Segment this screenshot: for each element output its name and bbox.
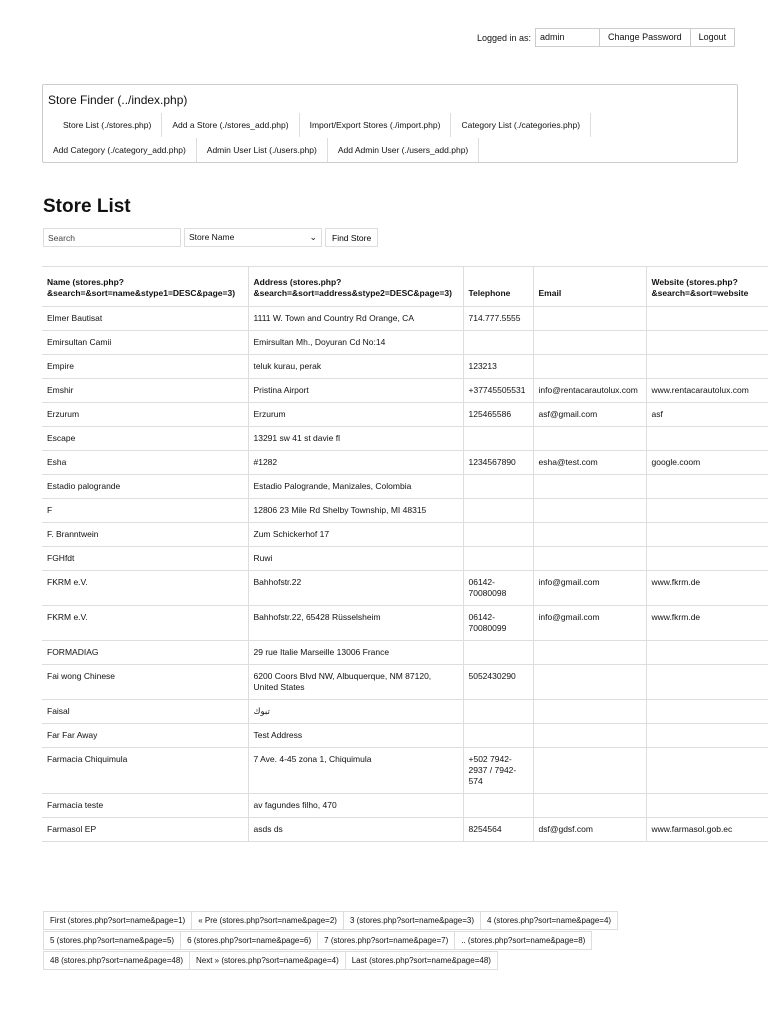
cell-name: Far Far Away bbox=[42, 724, 248, 748]
cell-email bbox=[533, 307, 646, 331]
cell-address: teluk kurau, perak bbox=[248, 355, 463, 379]
cell-website: asf bbox=[646, 403, 768, 427]
cell-email bbox=[533, 665, 646, 700]
nav-title[interactable]: Store Finder (../index.php) bbox=[48, 93, 188, 107]
col-header-email: Email bbox=[533, 267, 646, 307]
cell-name: Erzurum bbox=[42, 403, 248, 427]
cell-telephone bbox=[463, 794, 533, 818]
change-password-button[interactable]: Change Password bbox=[599, 28, 691, 47]
table-row bbox=[42, 451, 768, 475]
chevron-down-icon: ⌄ bbox=[309, 232, 317, 242]
cell-email: esha@test.com bbox=[533, 451, 646, 475]
nav-item-category-list[interactable]: Category List (./categories.php) bbox=[451, 113, 591, 137]
store-table bbox=[42, 266, 768, 842]
table-row bbox=[42, 748, 768, 794]
username-field[interactable]: admin bbox=[535, 28, 599, 47]
cell-email: asf@gmail.com bbox=[533, 403, 646, 427]
cell-email bbox=[533, 794, 646, 818]
cell-telephone bbox=[463, 475, 533, 499]
cell-telephone: 1234567890 bbox=[463, 451, 533, 475]
cell-website bbox=[646, 523, 768, 547]
cell-address: 12806 23 Mile Rd Shelby Township, MI 48315 bbox=[248, 499, 463, 523]
cell-name: Elmer Bautisat bbox=[42, 307, 248, 331]
cell-telephone bbox=[463, 499, 533, 523]
cell-email bbox=[533, 355, 646, 379]
nav-item-add-category[interactable]: Add Category (./category_add.php) bbox=[43, 138, 197, 162]
cell-email bbox=[533, 331, 646, 355]
cell-name: Escape bbox=[42, 427, 248, 451]
cell-website: google.coom bbox=[646, 451, 768, 475]
cell-website bbox=[646, 331, 768, 355]
nav-item-store-list[interactable]: Store List (./stores.php) bbox=[53, 113, 162, 137]
col-header-telephone: Telephone bbox=[463, 267, 533, 307]
cell-name: Farmacia Chiquimula bbox=[42, 748, 248, 794]
cell-website bbox=[646, 724, 768, 748]
cell-website: www.fkrm.de bbox=[646, 571, 768, 606]
cell-telephone bbox=[463, 547, 533, 571]
table-row bbox=[42, 818, 768, 842]
cell-website bbox=[646, 748, 768, 794]
cell-name: Esha bbox=[42, 451, 248, 475]
cell-website bbox=[646, 665, 768, 700]
table-row bbox=[42, 523, 768, 547]
cell-telephone: 06142-70080098 bbox=[463, 571, 533, 606]
table-row bbox=[42, 499, 768, 523]
cell-email bbox=[533, 475, 646, 499]
cell-address: Test Address bbox=[248, 724, 463, 748]
cell-address: Bahhofstr.22, 65428 Rüsselsheim bbox=[248, 606, 463, 641]
cell-website: www.farmasol.gob.ec bbox=[646, 818, 768, 842]
cell-name: FKRM e.V. bbox=[42, 571, 248, 606]
table-body bbox=[42, 307, 768, 842]
col-header-website[interactable]: Website (stores.php?&search=&sort=website bbox=[646, 267, 768, 307]
cell-name: Farmasol EP bbox=[42, 818, 248, 842]
store-table-wrapper bbox=[42, 266, 768, 842]
nav-item-admin-user-list[interactable]: Admin User List (./users.php) bbox=[197, 138, 328, 162]
table-row bbox=[42, 379, 768, 403]
table-row bbox=[42, 641, 768, 665]
cell-email bbox=[533, 748, 646, 794]
cell-name: Faisal bbox=[42, 700, 248, 724]
table-row bbox=[42, 307, 768, 331]
cell-website bbox=[646, 547, 768, 571]
table-row bbox=[42, 665, 768, 700]
page-link-last[interactable]: Last (stores.php?sort=name&page=48) bbox=[345, 951, 498, 970]
cell-website bbox=[646, 499, 768, 523]
cell-name: Fai wong Chinese bbox=[42, 665, 248, 700]
pagination-row-2 bbox=[43, 931, 617, 950]
cell-address: 1111 W. Town and Country Rd Orange, CA bbox=[248, 307, 463, 331]
page-title: Store List bbox=[43, 196, 131, 217]
table-row bbox=[42, 547, 768, 571]
cell-name: Emshir bbox=[42, 379, 248, 403]
cell-email: info@rentacarautolux.com bbox=[533, 379, 646, 403]
cell-telephone bbox=[463, 724, 533, 748]
cell-website: www.fkrm.de bbox=[646, 606, 768, 641]
table-row bbox=[42, 403, 768, 427]
cell-address: 7 Ave. 4-45 zona 1, Chiquimula bbox=[248, 748, 463, 794]
cell-telephone: 5052430290 bbox=[463, 665, 533, 700]
cell-name: FGHfdt bbox=[42, 547, 248, 571]
cell-email: info@gmail.com bbox=[533, 571, 646, 606]
table-row bbox=[42, 724, 768, 748]
cell-name: FKRM e.V. bbox=[42, 606, 248, 641]
cell-name: Emirsultan Camii bbox=[42, 331, 248, 355]
cell-email bbox=[533, 641, 646, 665]
page-link-48[interactable]: 48 (stores.php?sort=name&page=48) bbox=[43, 951, 190, 970]
cell-address: av fagundes filho, 470 bbox=[248, 794, 463, 818]
main-nav bbox=[42, 84, 738, 163]
cell-telephone bbox=[463, 427, 533, 451]
pagination bbox=[43, 911, 617, 971]
cell-telephone: +37745505531 bbox=[463, 379, 533, 403]
cell-website bbox=[646, 794, 768, 818]
cell-telephone: +502 7942-2937 / 7942-574 bbox=[463, 748, 533, 794]
cell-telephone bbox=[463, 700, 533, 724]
table-row bbox=[42, 700, 768, 724]
cell-website: www.rentacarautolux.com bbox=[646, 379, 768, 403]
page-link-4[interactable]: 4 (stores.php?sort=name&page=4) bbox=[480, 911, 618, 930]
cell-website bbox=[646, 355, 768, 379]
table-row bbox=[42, 331, 768, 355]
cell-email bbox=[533, 523, 646, 547]
table-row bbox=[42, 606, 768, 641]
nav-row-2 bbox=[43, 138, 479, 162]
nav-item-import-export[interactable]: Import/Export Stores (./import.php) bbox=[300, 113, 452, 137]
cell-telephone: 8254564 bbox=[463, 818, 533, 842]
find-store-button[interactable]: Find Store bbox=[325, 228, 378, 247]
page-link-first[interactable]: First (stores.php?sort=name&page=1) bbox=[43, 911, 192, 930]
logout-button[interactable]: Logout bbox=[691, 28, 736, 47]
search-field-select[interactable] bbox=[184, 228, 322, 247]
cell-address: Zum Schickerhof 17 bbox=[248, 523, 463, 547]
nav-row-1 bbox=[53, 113, 591, 137]
cell-website bbox=[646, 475, 768, 499]
cell-name: Farmacia teste bbox=[42, 794, 248, 818]
table-row bbox=[42, 571, 768, 606]
cell-email bbox=[533, 724, 646, 748]
cell-telephone: 125465586 bbox=[463, 403, 533, 427]
table-header-row bbox=[42, 267, 768, 307]
table-row bbox=[42, 427, 768, 451]
nav-item-add-admin-user[interactable]: Add Admin User (./users_add.php) bbox=[328, 138, 479, 162]
pagination-row-3 bbox=[43, 951, 617, 970]
pagination-row-1 bbox=[43, 911, 617, 930]
cell-website bbox=[646, 641, 768, 665]
cell-website bbox=[646, 307, 768, 331]
cell-email bbox=[533, 499, 646, 523]
cell-telephone: 714.777.5555 bbox=[463, 307, 533, 331]
page-link-5[interactable]: 5 (stores.php?sort=name&page=5) bbox=[43, 931, 181, 950]
select-value: Store Name bbox=[189, 232, 235, 242]
cell-telephone bbox=[463, 641, 533, 665]
col-header-address[interactable]: Address (stores.php?&search=&sort=address&stype2=DESC&page=3) bbox=[248, 267, 463, 307]
table-row bbox=[42, 355, 768, 379]
cell-website bbox=[646, 700, 768, 724]
cell-address: Estadio Palogrande, Manizales, Colombia bbox=[248, 475, 463, 499]
page-link-6[interactable]: 6 (stores.php?sort=name&page=6) bbox=[180, 931, 318, 950]
cell-telephone: 06142-70080099 bbox=[463, 606, 533, 641]
cell-address: Erzurum bbox=[248, 403, 463, 427]
cell-email bbox=[533, 700, 646, 724]
cell-email bbox=[533, 427, 646, 451]
page-link-8[interactable]: .. (stores.php?sort=name&page=8) bbox=[454, 931, 592, 950]
nav-item-add-store[interactable]: Add a Store (./stores_add.php) bbox=[162, 113, 299, 137]
cell-address: Bahhofstr.22 bbox=[248, 571, 463, 606]
cell-email: info@gmail.com bbox=[533, 606, 646, 641]
cell-name: Empire bbox=[42, 355, 248, 379]
cell-name: F. Branntwein bbox=[42, 523, 248, 547]
cell-email: dsf@gdsf.com bbox=[533, 818, 646, 842]
cell-name: FORMADIAG bbox=[42, 641, 248, 665]
search-bar bbox=[43, 228, 378, 247]
cell-telephone bbox=[463, 523, 533, 547]
logged-in-label: Logged in as: bbox=[477, 32, 532, 43]
cell-address: asds ds bbox=[248, 818, 463, 842]
page-link-next[interactable]: Next » (stores.php?sort=name&page=4) bbox=[189, 951, 346, 970]
col-header-name[interactable]: Name (stores.php?&search=&sort=name&stype1=DESC&page=3) bbox=[42, 267, 248, 307]
cell-name: F bbox=[42, 499, 248, 523]
cell-address: 29 rue Italie Marseille 13006 France bbox=[248, 641, 463, 665]
cell-address: 13291 sw 41 st davie fl bbox=[248, 427, 463, 451]
cell-email bbox=[533, 547, 646, 571]
table-row bbox=[42, 475, 768, 499]
login-bar bbox=[477, 27, 735, 48]
page-link-7[interactable]: 7 (stores.php?sort=name&page=7) bbox=[317, 931, 455, 950]
cell-address: Ruwi bbox=[248, 547, 463, 571]
cell-address: 6200 Coors Blvd NW, Albuquerque, NM 87120, United States bbox=[248, 665, 463, 700]
cell-website bbox=[646, 427, 768, 451]
cell-name: Estadio palogrande bbox=[42, 475, 248, 499]
search-input[interactable] bbox=[43, 228, 181, 247]
cell-telephone bbox=[463, 331, 533, 355]
table-row bbox=[42, 794, 768, 818]
page-link-3[interactable]: 3 (stores.php?sort=name&page=3) bbox=[343, 911, 481, 930]
cell-address: #1282 bbox=[248, 451, 463, 475]
cell-address: Emirsultan Mh., Doyuran Cd No:14 bbox=[248, 331, 463, 355]
page-link-prev[interactable]: « Pre (stores.php?sort=name&page=2) bbox=[191, 911, 344, 930]
cell-address: Pristina Airport bbox=[248, 379, 463, 403]
cell-telephone: 123213 bbox=[463, 355, 533, 379]
cell-address: تبوك bbox=[248, 700, 463, 724]
